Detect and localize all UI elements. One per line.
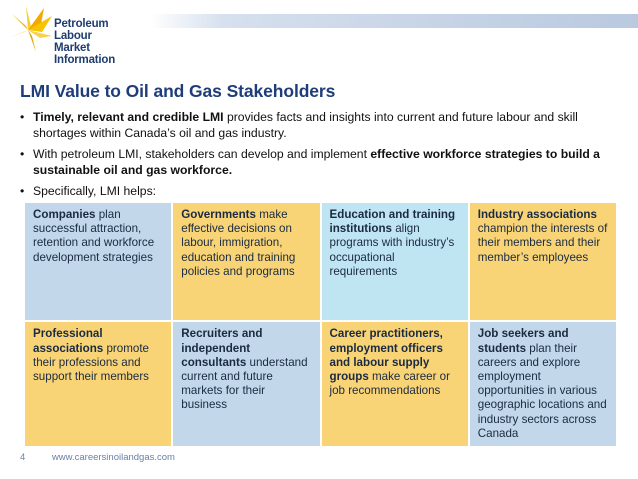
stakeholder-grid [25,203,616,446]
cell-governments [173,203,319,320]
cell-companies [25,203,171,320]
cell-heading: Governments [181,208,256,221]
cell-heading: Education and training institutions [329,208,456,236]
cell-heading: Career practitioners, employment officers and labour supply groups [329,327,443,383]
cell-industry-associations [470,203,616,320]
slide-title: LMI Value to Oil and Gas Stakeholders [20,81,336,101]
bullet-text: provides facts and insights into current and future labour and skill shortages within Canada’s oil and gas industry. [33,110,578,140]
logo-text [54,18,136,66]
bullet-dot-icon: • [20,147,25,161]
cell-heading: Industry associations [477,208,597,221]
bullet-item [20,147,625,178]
header-bar [150,14,638,28]
logo [6,4,136,66]
cell-text: plan successful attraction, retention and workforce development strategies [33,208,155,264]
cell-text: make effective decisions on labour, immigration, education and training policies and programs [181,208,296,278]
cell-career-practitioners [322,322,468,446]
cell-text: understand current and future markets for their business [181,355,308,412]
bullet-text: With petroleum LMI, stakeholders can develop and implement [33,147,371,161]
cell-heading: Companies [33,208,96,221]
footer-url[interactable]: www.careersinoilandgas.com [51,452,175,463]
cell-heading: Recruiters and independent consultants [181,327,263,369]
sun-logo-icon [6,4,56,56]
bullet-bold: Timely, relevant and credible LMI [33,110,224,124]
footer [20,452,175,463]
cell-text: plan their careers and explore employment opportunities in various geographic locations and industry sectors across Canada [477,341,607,440]
bullet-list [20,110,625,206]
bullet-bold: effective workforce strategies to build a sustainable oil and gas workforce. [33,147,600,177]
cell-text: make career or job recommendations [329,369,450,398]
bullet-text: Specifically, LMI helps: [33,184,157,198]
cell-professional-associations [25,322,171,446]
cell-job-seekers [470,322,616,446]
cell-heading: Job seekers and students [477,327,569,355]
bullet-item [20,184,625,200]
cell-text: align programs with industry’s occupational requirements [329,222,455,278]
cell-heading: Professional associations [33,327,104,355]
cell-recruiters [173,322,319,446]
logo-line-1: Petroleum Labour [54,18,109,42]
bullet-item [20,110,625,141]
cell-text: champion the interests of their members and their member’s employees [477,222,608,264]
cell-text: promote their professions and support their members [33,341,150,383]
bullet-dot-icon: • [20,110,25,124]
page-number: 4 [20,452,26,463]
cell-education [322,203,468,320]
bullet-dot-icon: • [20,184,25,198]
logo-line-2: Market Information [54,42,116,66]
